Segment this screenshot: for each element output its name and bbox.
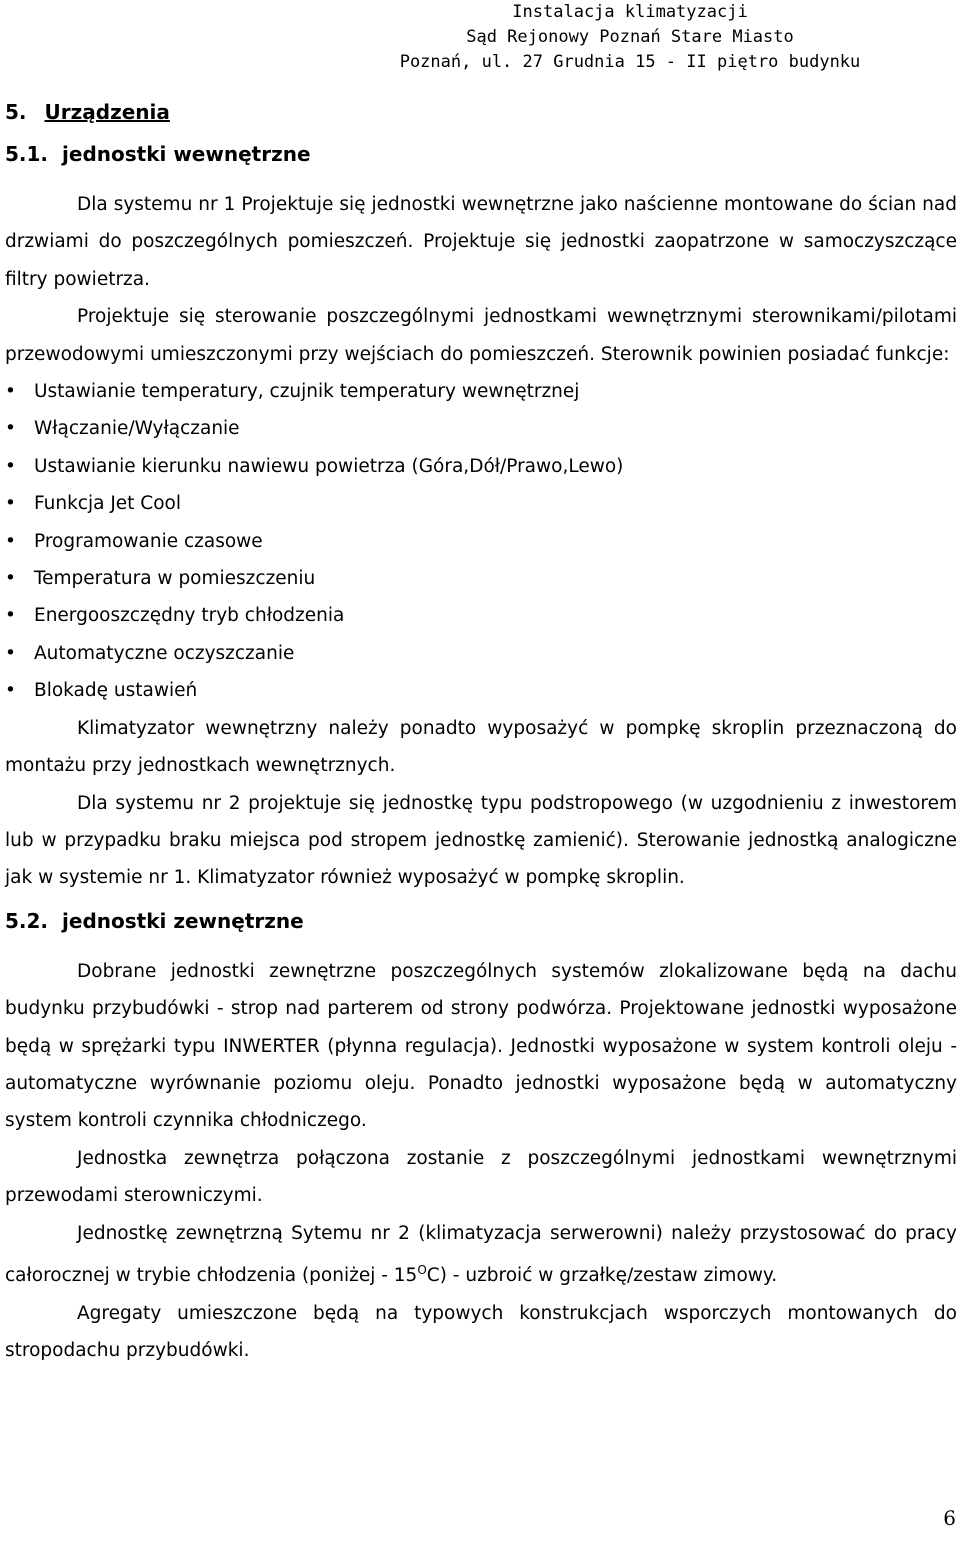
bullet-icon: • [5,530,16,552]
page-number: 6 [943,1506,956,1530]
section-5-heading [5,96,957,128]
bullet-icon: • [5,493,16,515]
bullet-icon: • [5,568,16,590]
paragraph: Klimatyzator wewnętrzny należy ponadto wyposażyć w pompkę skroplin przeznaczoną do montażu przy jednostkach wewnętrznych. [5,717,957,777]
section-number: 5. [5,100,27,124]
document-body [5,96,957,1369]
paragraph: Jednostkę zewnętrzną Sytemu nr 2 (klimatyzacja serwerowni) należy przystosować do pracy całorocznej w trybie chłodzenia (poniżej - $15^OC$) - uzbroić w grzałkę/zestaw zimowy. [5,1222,957,1287]
section-5-2-heading [5,905,957,937]
section-title: jednostki wewnętrzne [62,142,311,166]
list-item: • Programowanie czasowe [5,523,957,560]
bullet-icon: • [5,605,16,627]
paragraph: Dobrane jednostki zewnętrzne poszczególnych systemów zlokalizowane będą na dachu budynku przybudówki - strop nad parterem od strony podwórza. Projektowane jednostki wyposażone będą w sprężarki typu INWERTER (płynna regulacja). Jednostki wyposażone w system kontroli oleju - automatyczne wyrównanie poziomu oleju. Ponadto jednostki wyposażone będą w automatyczny system kontroli czynnika chłodniczego. [5,960,957,1132]
section-number: 5.2. [5,908,49,933]
list-item: • Energooszczędny tryb chłodzenia [5,597,957,634]
section-title: Urządzenia [44,100,170,124]
paragraph: Agregaty umieszczone będą na typowych konstrukcjach wsporczych montowanych do stropodachu przybudówki. [5,1302,957,1361]
list-item: • Funkcja Jet Cool [5,485,957,522]
bullet-icon: • [5,642,16,664]
paragraph: Dla systemu nr 2 projektuje się jednostkę typu podstropowego (w uzgodnieniu z inwestorem lub w przypadku braku miejsca pod stropem jednostkę zamienić). Sterowanie jednostką analogiczne jak w systemie nr 1. Klimatyzator również wyposażyć w pompkę skroplin. [5,792,957,889]
bullet-icon: • [5,680,16,702]
list-item: • Automatyczne oczyszczanie [5,635,957,672]
document-header [0,0,960,75]
bullet-icon: • [5,418,16,440]
list-item: • Ustawianie temperatury, czujnik temperatury wewnętrznej [5,373,957,410]
paragraph: Projektuje się sterowanie poszczególnymi jednostkami wewnętrznymi sterownikami/pilotami przewodowymi umieszczonymi przy wejściach do pomieszczeń. Sterownik powinien posiadać funkcje: [5,306,957,365]
bullet-icon: • [5,381,16,403]
section-number: 5.1. [5,142,49,166]
list-item: • Włączanie/Wyłączanie [5,410,957,447]
section-5-1-heading [5,138,957,170]
header-line-2: Sąd Rejonowy Poznań Stare Miasto [466,27,794,47]
paragraph: Dla systemu nr 1 Projektuje się jednostki wewnętrzne jako naścienne montowane do ścian nad drzwiami do poszczególnych pomieszczeń. Projektuje się jednostki zaopatrzone w samoczyszczące filtry powietrza. [5,194,957,290]
paragraph: Jednostka zewnętrza połączona zostanie z poszczególnymi jednostkami wewnętrznymi przewodami sterowniczymi. [5,1147,957,1207]
section-title: jednostki zewnętrzne [62,908,304,933]
header-line-3: Poznań, ul. 27 Grudnia 15 - II piętro budynku [399,52,861,72]
list-item: • Ustawianie kierunku nawiewu powietrza (Góra,Dół/Prawo,Lewo) [5,448,957,485]
list-item: • Temperatura w pomieszczeniu [5,560,957,597]
header-line-1: Instalacja klimatyzacji [512,2,748,22]
list-item: • Blokadę ustawień [5,672,957,709]
function-list [5,373,957,710]
bullet-icon: • [5,455,16,477]
